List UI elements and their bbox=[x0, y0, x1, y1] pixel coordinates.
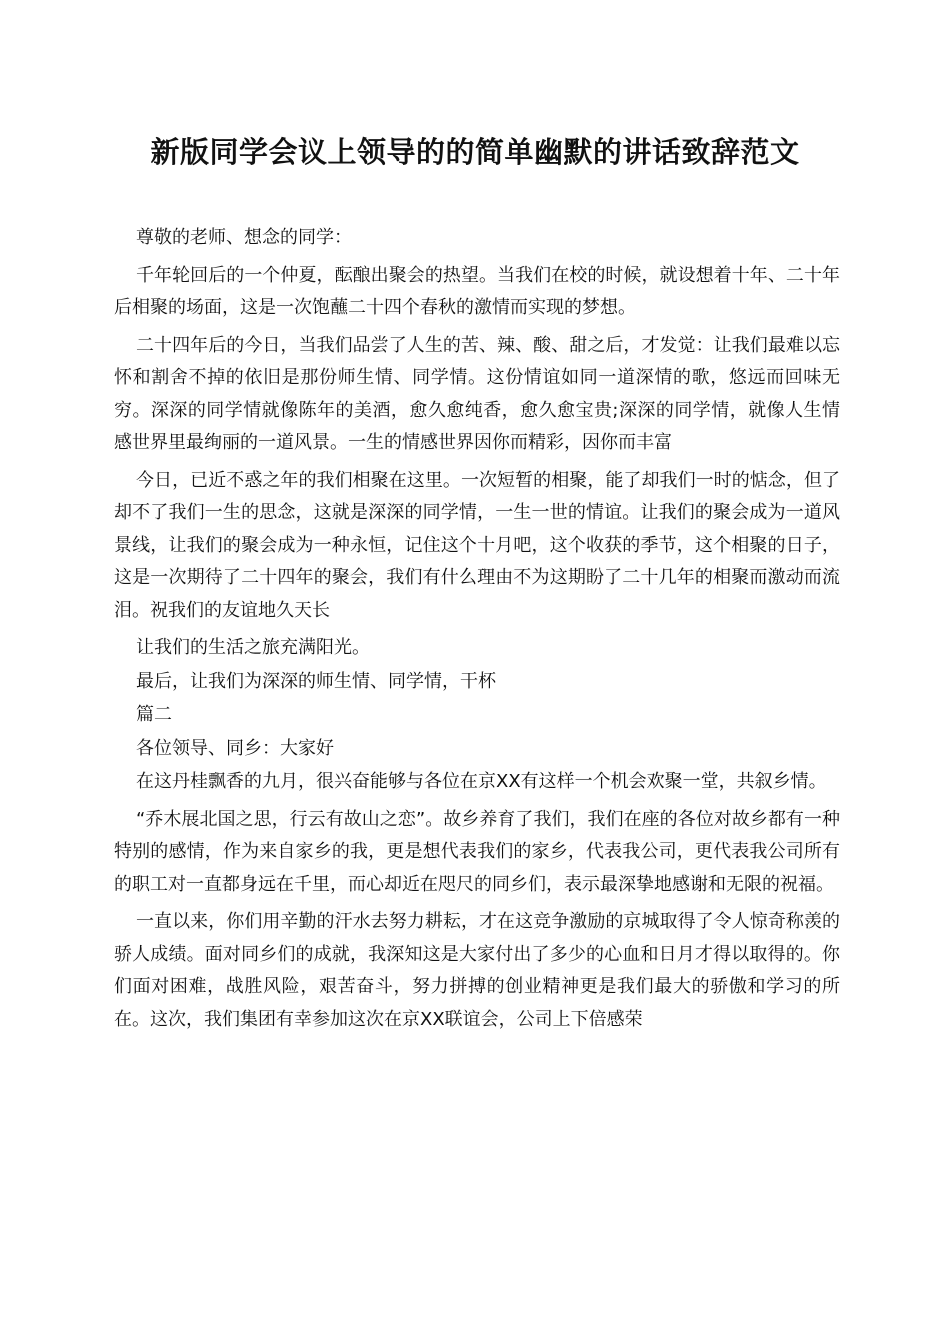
paragraph: 千年轮回后的一个仲夏，酝酿出聚会的热望。当我们在校的时候，就设想着十年、二十年后相聚的场面，这是一次饱蘸二十四个春秋的激情而实现的梦想。 bbox=[114, 264, 840, 318]
section-heading: 篇二 bbox=[136, 704, 172, 725]
paragraph: 一直以来，你们用辛勤的汗水去努力耕耘，才在这竞争激励的京城取得了令人惊奇称羡的骄人成绩。面对同乡们的成就，我深知这是大家付出了多少的心血和日月才得以取得的。你们面对困难，战胜风险，艰苦奋斗，努力拼搏的创业精神更是我们最大的骄傲和学习的所在。这次，我们集团有幸参加这次在京XX联谊会，公司上下倍感荣 bbox=[114, 911, 840, 1030]
paragraph-salutation: 各位领导、同乡：大家好 bbox=[136, 737, 334, 759]
paragraph: 今日，已近不惑之年的我们相聚在这里。一次短暂的相聚，能了却我们一时的惦念，但了却不了我们一生的思念，这就是深深的同学情，一生一世的情谊。让我们的聚会成为一道风景线，让我们的聚会成为一种永恒，记住这个十月吧，这个收获的季节，这个相聚的日子，这是一次期待了二十四年的聚会，我们有什么理由不为这期盼了二十几年的相聚而激动而流泪。祝我们的友谊地久天长 bbox=[114, 469, 840, 621]
paragraph: “乔木展北国之思，行云有故山之恋”。故乡养育了我们，我们在座的各位对故乡都有一种特别的感情，作为来自家乡的我，更是想代表我们的家乡，代表我公司，更代表我公司所有的职工对一直都身远在千里，而心却近在咫尺的同乡们，表示最深挚地感谢和无限的祝福。 bbox=[114, 808, 840, 895]
paragraph: 在这丹桂飘香的九月，很兴奋能够与各位在京XX有这样一个机会欢聚一堂，共叙乡情。 bbox=[136, 771, 827, 792]
paragraph: 最后，让我们为深深的师生情、同学情，干杯 bbox=[136, 670, 496, 692]
paragraph: 二十四年后的今日，当我们品尝了人生的苦、辣、酸、甜之后，才发觉：让我们最难以忘怀和割舍不掉的依旧是那份师生情、同学情。这份情谊如同一道深情的歌，悠远而回味无穷。深深的同学情就像陈年的美酒，愈久愈纯香，愈久愈宝贵;深深的同学情，就像人生情感世界里最绚丽的一道风景。一生的情感世界因你而精彩，因你而丰富 bbox=[114, 334, 840, 453]
paragraph-salutation: 尊敬的老师、想念的同学： bbox=[136, 227, 352, 248]
paragraph: 让我们的生活之旅充满阳光。 bbox=[136, 637, 370, 658]
document-body bbox=[114, 222, 840, 1041]
document-title: 新版同学会议上领导的的简单幽默的讲话致辞范文 bbox=[150, 135, 800, 169]
